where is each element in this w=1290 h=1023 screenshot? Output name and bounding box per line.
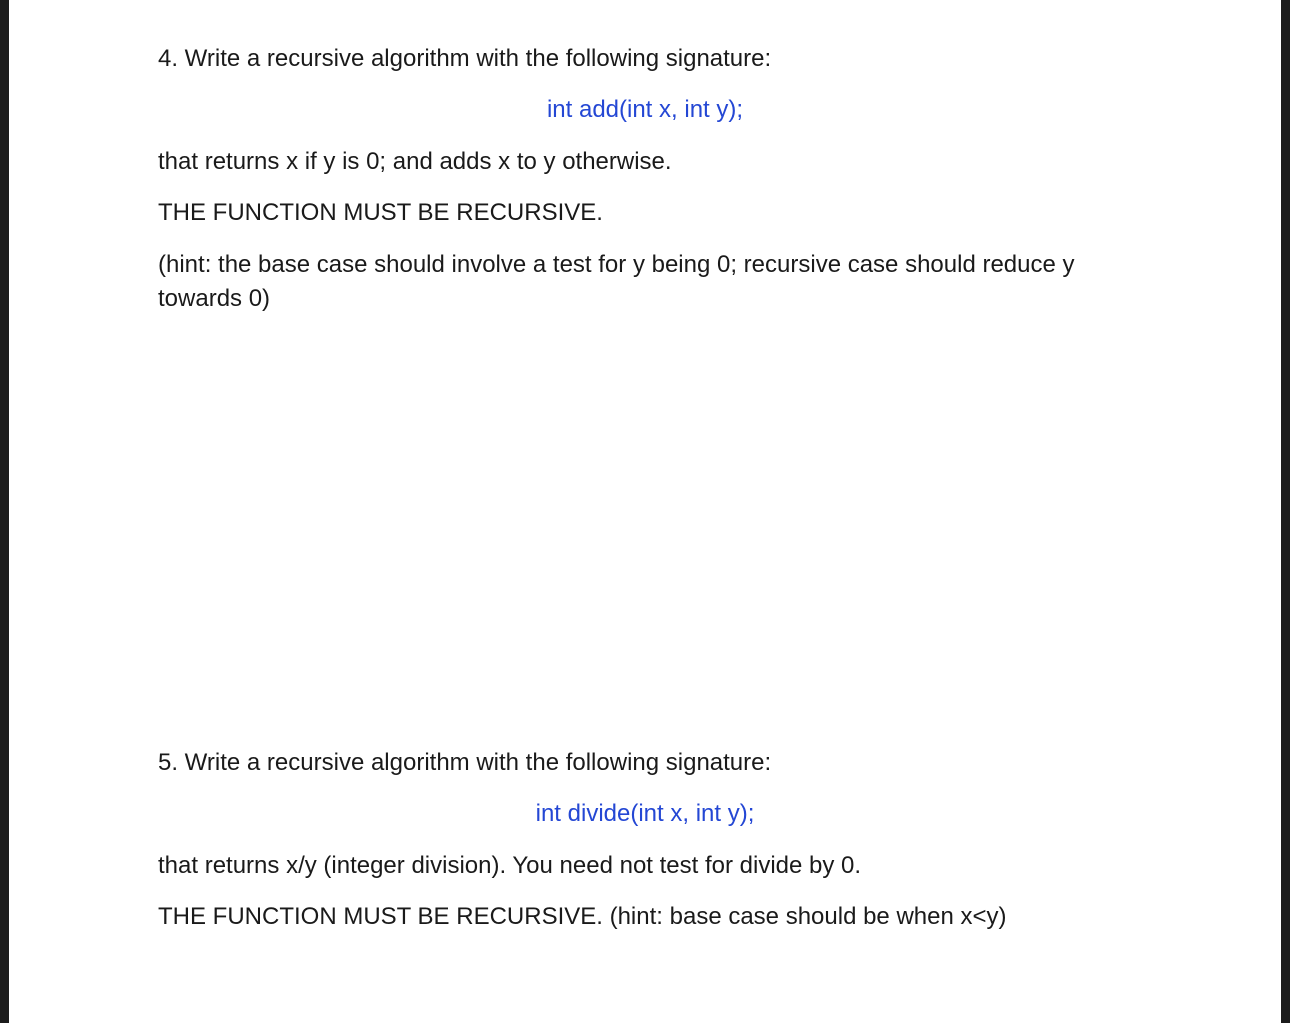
question-4-heading: 4. Write a recursive algorithm with the following signature: — [158, 45, 772, 72]
question-4-requirement: THE FUNCTION MUST BE RECURSIVE. — [158, 199, 603, 226]
question-4-hint: (hint: the base case should involve a test for y being 0; recursive case should reduce y towards 0) — [158, 251, 1075, 312]
question-5-signature: int divide(int x, int y); — [535, 800, 755, 827]
question-4-description: that returns x if y is 0; and adds x to y otherwise. — [158, 148, 672, 175]
question-5-heading: 5. Write a recursive algorithm with the following signature: — [158, 749, 772, 776]
document-page — [9, 0, 1281, 1023]
question-5-requirement: THE FUNCTION MUST BE RECURSIVE. (hint: base case should be when x<y) — [158, 903, 1007, 930]
question-4-signature: int add(int x, int y); — [546, 96, 744, 123]
question-5-description: that returns x/y (integer division). You need not test for divide by 0. — [158, 852, 862, 879]
